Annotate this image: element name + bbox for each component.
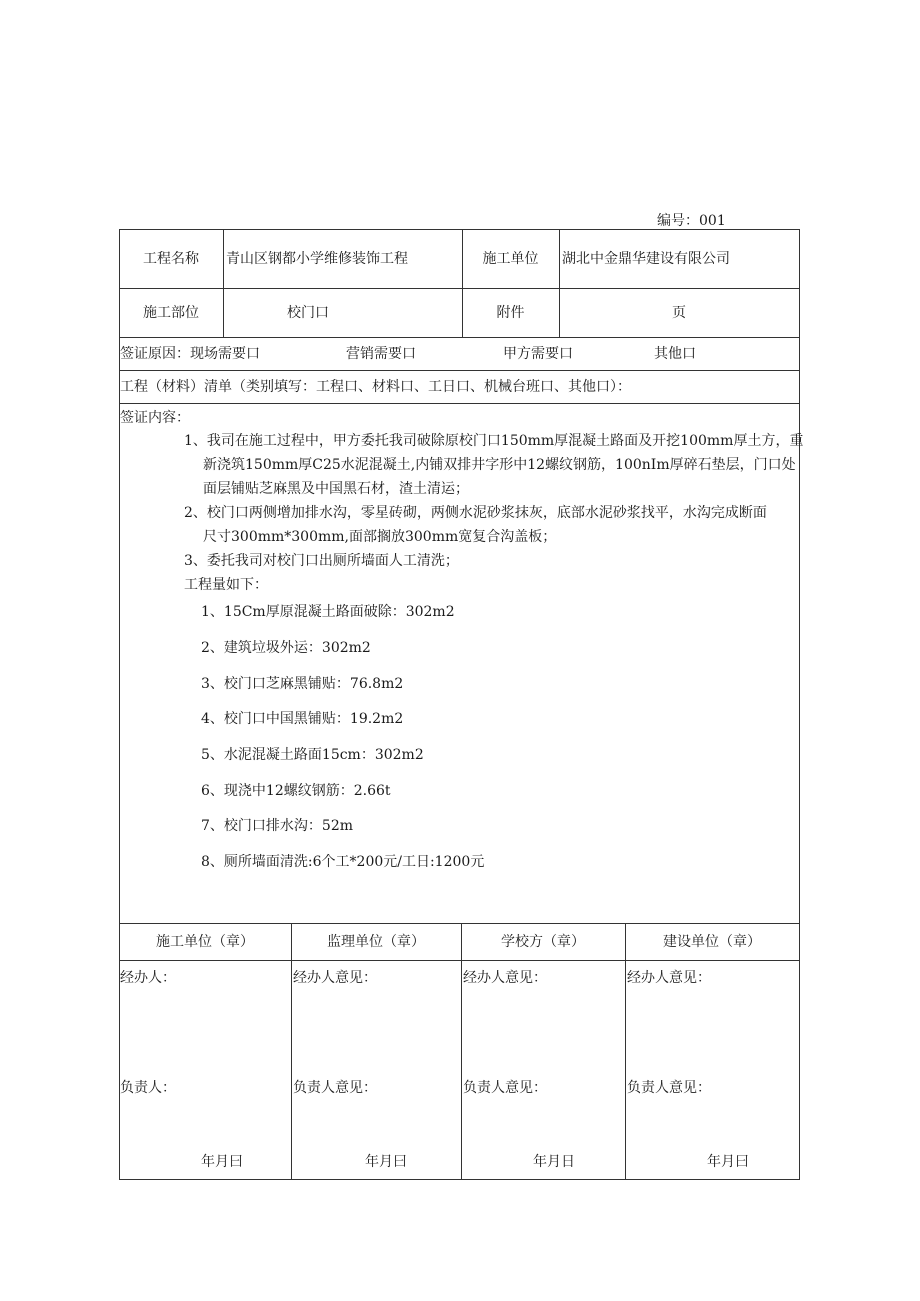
list-item: 6、现浇中12螺纹钢筋：2.66t [201,783,391,799]
responsible-label: 负责人意见： [463,1080,547,1096]
content-line: 2、校门口两侧增加排水沟，零星砖砌，两侧水泥砂浆抹灰，底部水泥砂浆找平，水沟完成断面 [184,505,767,521]
table-rule [119,960,800,961]
list-item: 4、校门口中国黑铺贴：19.2m2 [201,711,404,727]
contractor-label: 施工单位 [482,251,539,267]
list-item: 2、建筑垃圾外运：302m2 [201,640,371,656]
site-label: 施工部位 [143,305,199,321]
table-rule [799,229,800,1180]
table-rule [119,923,800,924]
reason-option-other: 其他口 [654,346,696,362]
category-line: 工程（材料）清单（类别填写：工程口、材料口、工日口、机械台班口、其他口）： [120,379,631,395]
table-rule [461,923,462,1180]
responsible-label: 负责人意见： [293,1080,377,1096]
table-rule [119,229,800,230]
content-label: 签证内容： [120,410,190,426]
serial-number: 编号：001 [657,213,726,229]
table-rule [119,403,800,404]
responsible-label: 负责人意见： [627,1080,711,1096]
list-item: 5、水泥混凝土路面15cm：302m2 [201,747,424,763]
date-label: 年月曰 [201,1154,243,1170]
content-line: 尺寸300mm*300mm,面部搁放300mm宽复合沟盖板； [203,529,557,545]
table-rule [291,923,292,1180]
table-rule [119,337,800,338]
table-rule [119,229,120,1180]
handler-label: 经办人： [120,970,176,986]
date-label: 年月曰 [707,1154,749,1170]
attachment-label: 附件 [496,305,525,321]
handler-label: 经办人意见： [293,970,377,986]
reason-option-marketing: 营销需要口 [346,346,416,362]
table-rule [625,923,626,1180]
list-item: 8、厕所墙面清洗:6个工*200元/工日:1200元 [201,854,485,870]
date-label: 年月曰 [365,1154,407,1170]
quantities-label: 工程量如下： [184,577,268,593]
project-name-value: 青山区钢都小学维修装饰工程 [226,251,408,267]
table-rule [119,1179,800,1180]
project-name-label: 工程名称 [143,251,199,267]
reason-option-client: 甲方需要口 [503,346,573,362]
contractor-value: 湖北中金鼎华建设有限公司 [562,251,730,267]
date-label: 年月日 [533,1154,575,1170]
table-rule [119,288,800,289]
handler-label: 经办人意见： [627,970,711,986]
list-item: 3、校门口芝麻黑铺贴：76.8m2 [201,676,404,692]
attachment-value: 页 [672,305,686,321]
list-item: 7、校门口排水沟：52m [201,818,353,834]
sig-header-owner: 建设单位（章） [663,934,761,950]
sig-header-contractor: 施工单位（章） [156,934,254,950]
site-value: 校门口 [287,305,329,321]
content-item-3: 3、委托我司对校门口出厕所墙面人工清洗； [184,553,459,569]
content-line: 1、我司在施工过程中，甲方委托我司破除原校门口150mm厚混凝土路面及开挖100mm厚土方，重 [184,433,804,449]
handler-label: 经办人意见： [463,970,547,986]
sig-header-school: 学校方（章） [501,934,585,950]
table-rule [119,370,800,371]
content-line: 新浇筑150mm厚C25水泥混凝土,内铺双排井字形中12螺纹钢筋，100nIm厚碎石垫层，门口处 [203,457,796,473]
reason-label: 签证原因：现场需要口 [120,346,260,362]
sig-header-supervisor: 监理单位（章） [327,934,425,950]
list-item: 1、15Cm厚原混凝土路面破除：302m2 [201,604,455,620]
content-line: 面层铺贴芝麻黑及中国黑石材，渣土清运； [203,481,469,497]
responsible-label: 负责人： [120,1080,176,1096]
